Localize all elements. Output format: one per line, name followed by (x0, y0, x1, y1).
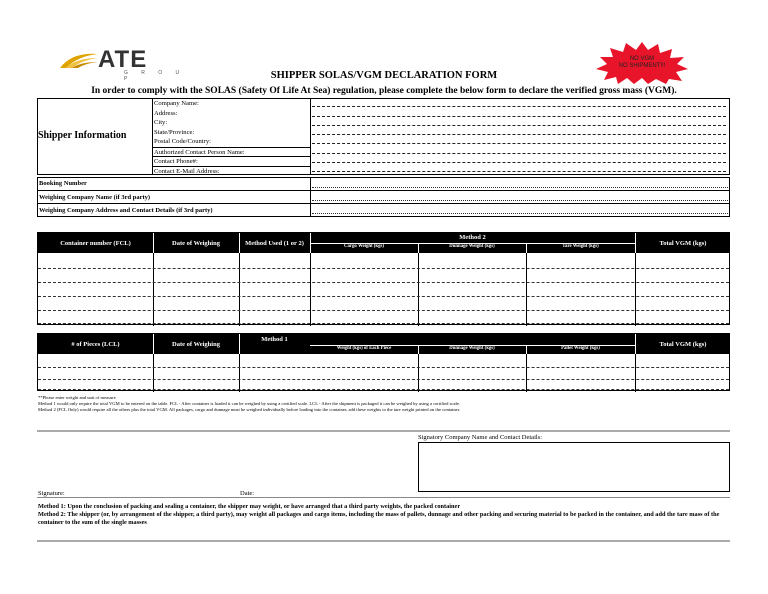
divider (418, 345, 419, 354)
divider (526, 243, 527, 253)
divider (526, 345, 527, 354)
divider (37, 540, 730, 542)
weighing-address-field[interactable] (312, 213, 728, 214)
contact-phone-label: Contact Phone#: (153, 156, 310, 166)
form-subtitle: In order to comply with the SOLAS (Safety Of Life At Sea) regulation, please complete the below form to declare the verified gross mass (VGM). (91, 86, 677, 96)
divider (239, 253, 240, 326)
note-line-2: Method 1 would only require the total VGM to be entered on the table. FCL - After container is loaded it can be weighed by using a certified scale. LCL - After the shipment is packaged it can be weighed by using a certified scale. (38, 401, 460, 406)
divider (418, 253, 419, 326)
divider (310, 203, 730, 204)
sub-piece-weight: Weight (kgs) of Each Piece (336, 346, 392, 351)
date-label: Date: (240, 490, 255, 497)
col-container-number: Container number (FCL) (60, 239, 131, 247)
divider (310, 243, 635, 244)
logo-swoosh-icon (58, 50, 100, 70)
weighing-company-field[interactable] (312, 200, 728, 201)
sub-dunnage-weight-lcl: Dunnage Weight (kgs) (449, 346, 495, 351)
divider (239, 233, 240, 253)
sub-cargo-weight: Cargo Weight (kgs) (344, 244, 384, 249)
sub-dunnage-weight: Dunnage Weight (kgs) (449, 244, 495, 249)
divider (418, 243, 419, 253)
divider (153, 334, 154, 354)
col-method-2: Method 2 (459, 234, 486, 241)
table-row[interactable] (38, 367, 729, 368)
table-row[interactable] (38, 389, 729, 390)
method-2-text: Method 2: The shipper (or, by arrangement of the shipper, a third party), may weight all packages and cargo items, including the mass of pallets, dunnage and other packing and securing material to be packed in the container, and add the tare mass of the container to the sum of the single masses (38, 511, 720, 526)
col-total-vgm: Total VGM (kgs) (659, 239, 707, 247)
stamp-line-1: NO VGM (629, 56, 655, 62)
note-line-3: Method 2 (FCL Only) would require all the others plus the total VGM. All packages, cargo and dunnage must be weighed individually before loading into the container, add these weights to the tare weight printed on the container. (38, 407, 461, 412)
booking-number-label: Booking Number (39, 180, 87, 187)
postal-code-field[interactable] (312, 143, 726, 144)
divider (153, 354, 154, 392)
divider (635, 253, 636, 326)
logo-subtext: G R O U P (124, 70, 186, 82)
signatory-caption: Signatory Company Name and Contact Details: (418, 434, 543, 441)
signatory-company-field[interactable] (418, 442, 730, 492)
table-row[interactable] (38, 323, 729, 324)
shipper-info-box (37, 98, 730, 175)
divider (418, 354, 419, 392)
divider (239, 334, 240, 354)
contact-person-label: Authorized Contact Person Name: (153, 147, 310, 157)
divider (635, 233, 636, 253)
table-row[interactable] (38, 268, 729, 269)
company-name-field[interactable] (312, 106, 726, 107)
divider (526, 354, 527, 392)
col-method-used: Method Used (1 or 2) (245, 239, 304, 247)
table-row[interactable] (38, 282, 729, 283)
table-row[interactable] (38, 379, 729, 380)
logo-text: ATE (98, 46, 148, 73)
method-1-text: Method 1: Upon the conclusion of packing and sealing a container, the shipper may weight, or have arranged that a third party weights, the packed container (38, 503, 461, 510)
table-row[interactable] (38, 296, 729, 297)
divider (310, 98, 311, 175)
note-line-1: **Please enter weight and unit of measure (38, 395, 116, 400)
city-field[interactable] (312, 125, 726, 126)
methods-description (38, 503, 730, 527)
col-total-vgm-lcl: Total VGM (kgs) (659, 340, 707, 348)
divider (310, 177, 311, 217)
address-field[interactable] (312, 116, 726, 117)
booking-number-field[interactable] (312, 187, 728, 188)
company-name-label: Company Name: (154, 100, 199, 107)
signature-label: Signature: (38, 490, 65, 497)
fcl-table-header (38, 233, 729, 253)
divider (310, 190, 730, 191)
state-field[interactable] (312, 134, 726, 135)
col-date-of-weighing: Date of Weighing (172, 239, 220, 247)
city-label: City: (154, 119, 168, 126)
contact-phone-field[interactable] (312, 162, 726, 163)
divider (310, 233, 311, 253)
form-title: SHIPPER SOLAS/VGM DECLARATION FORM (270, 70, 498, 81)
contact-email-label: Contact E-Mail Address: (153, 166, 310, 176)
col-pieces: # of Pieces (LCL) (71, 340, 120, 348)
postal-code-label: Postal Code/Country: (154, 138, 211, 145)
stamp-line-2: NO SHIPMENT!!! (618, 63, 666, 69)
col-method-1: Method 1 (261, 336, 288, 343)
divider (310, 345, 635, 346)
col-date-of-weighing-lcl: Date of Weighing (172, 340, 220, 348)
contact-person-field[interactable] (312, 153, 726, 154)
divider (526, 253, 527, 326)
sub-pallet-weight: Pallet Weight (kgs) (561, 346, 600, 351)
sub-tare-weight: Tare Weight (kgs) (562, 244, 599, 249)
divider (37, 430, 730, 432)
divider (635, 354, 636, 392)
divider (153, 233, 154, 253)
weighing-address-label: Weighing Company Address and Contact Details (if 3rd party) (38, 203, 310, 216)
notes (38, 395, 728, 413)
state-label: State/Province: (154, 128, 195, 136)
divider (310, 253, 311, 326)
divider (153, 253, 154, 326)
lcl-table (37, 333, 730, 391)
fcl-table (37, 232, 730, 325)
weighing-company-label: Weighing Company Name (if 3rd party) (38, 190, 310, 203)
divider (635, 334, 636, 354)
shipper-info-label: Shipper Information (38, 130, 127, 141)
divider (239, 354, 240, 392)
signature-line[interactable] (37, 497, 730, 498)
contact-email-field[interactable] (312, 171, 726, 172)
address-label: Address: (154, 109, 178, 117)
table-row[interactable] (38, 310, 729, 311)
lcl-table-header (38, 334, 729, 354)
